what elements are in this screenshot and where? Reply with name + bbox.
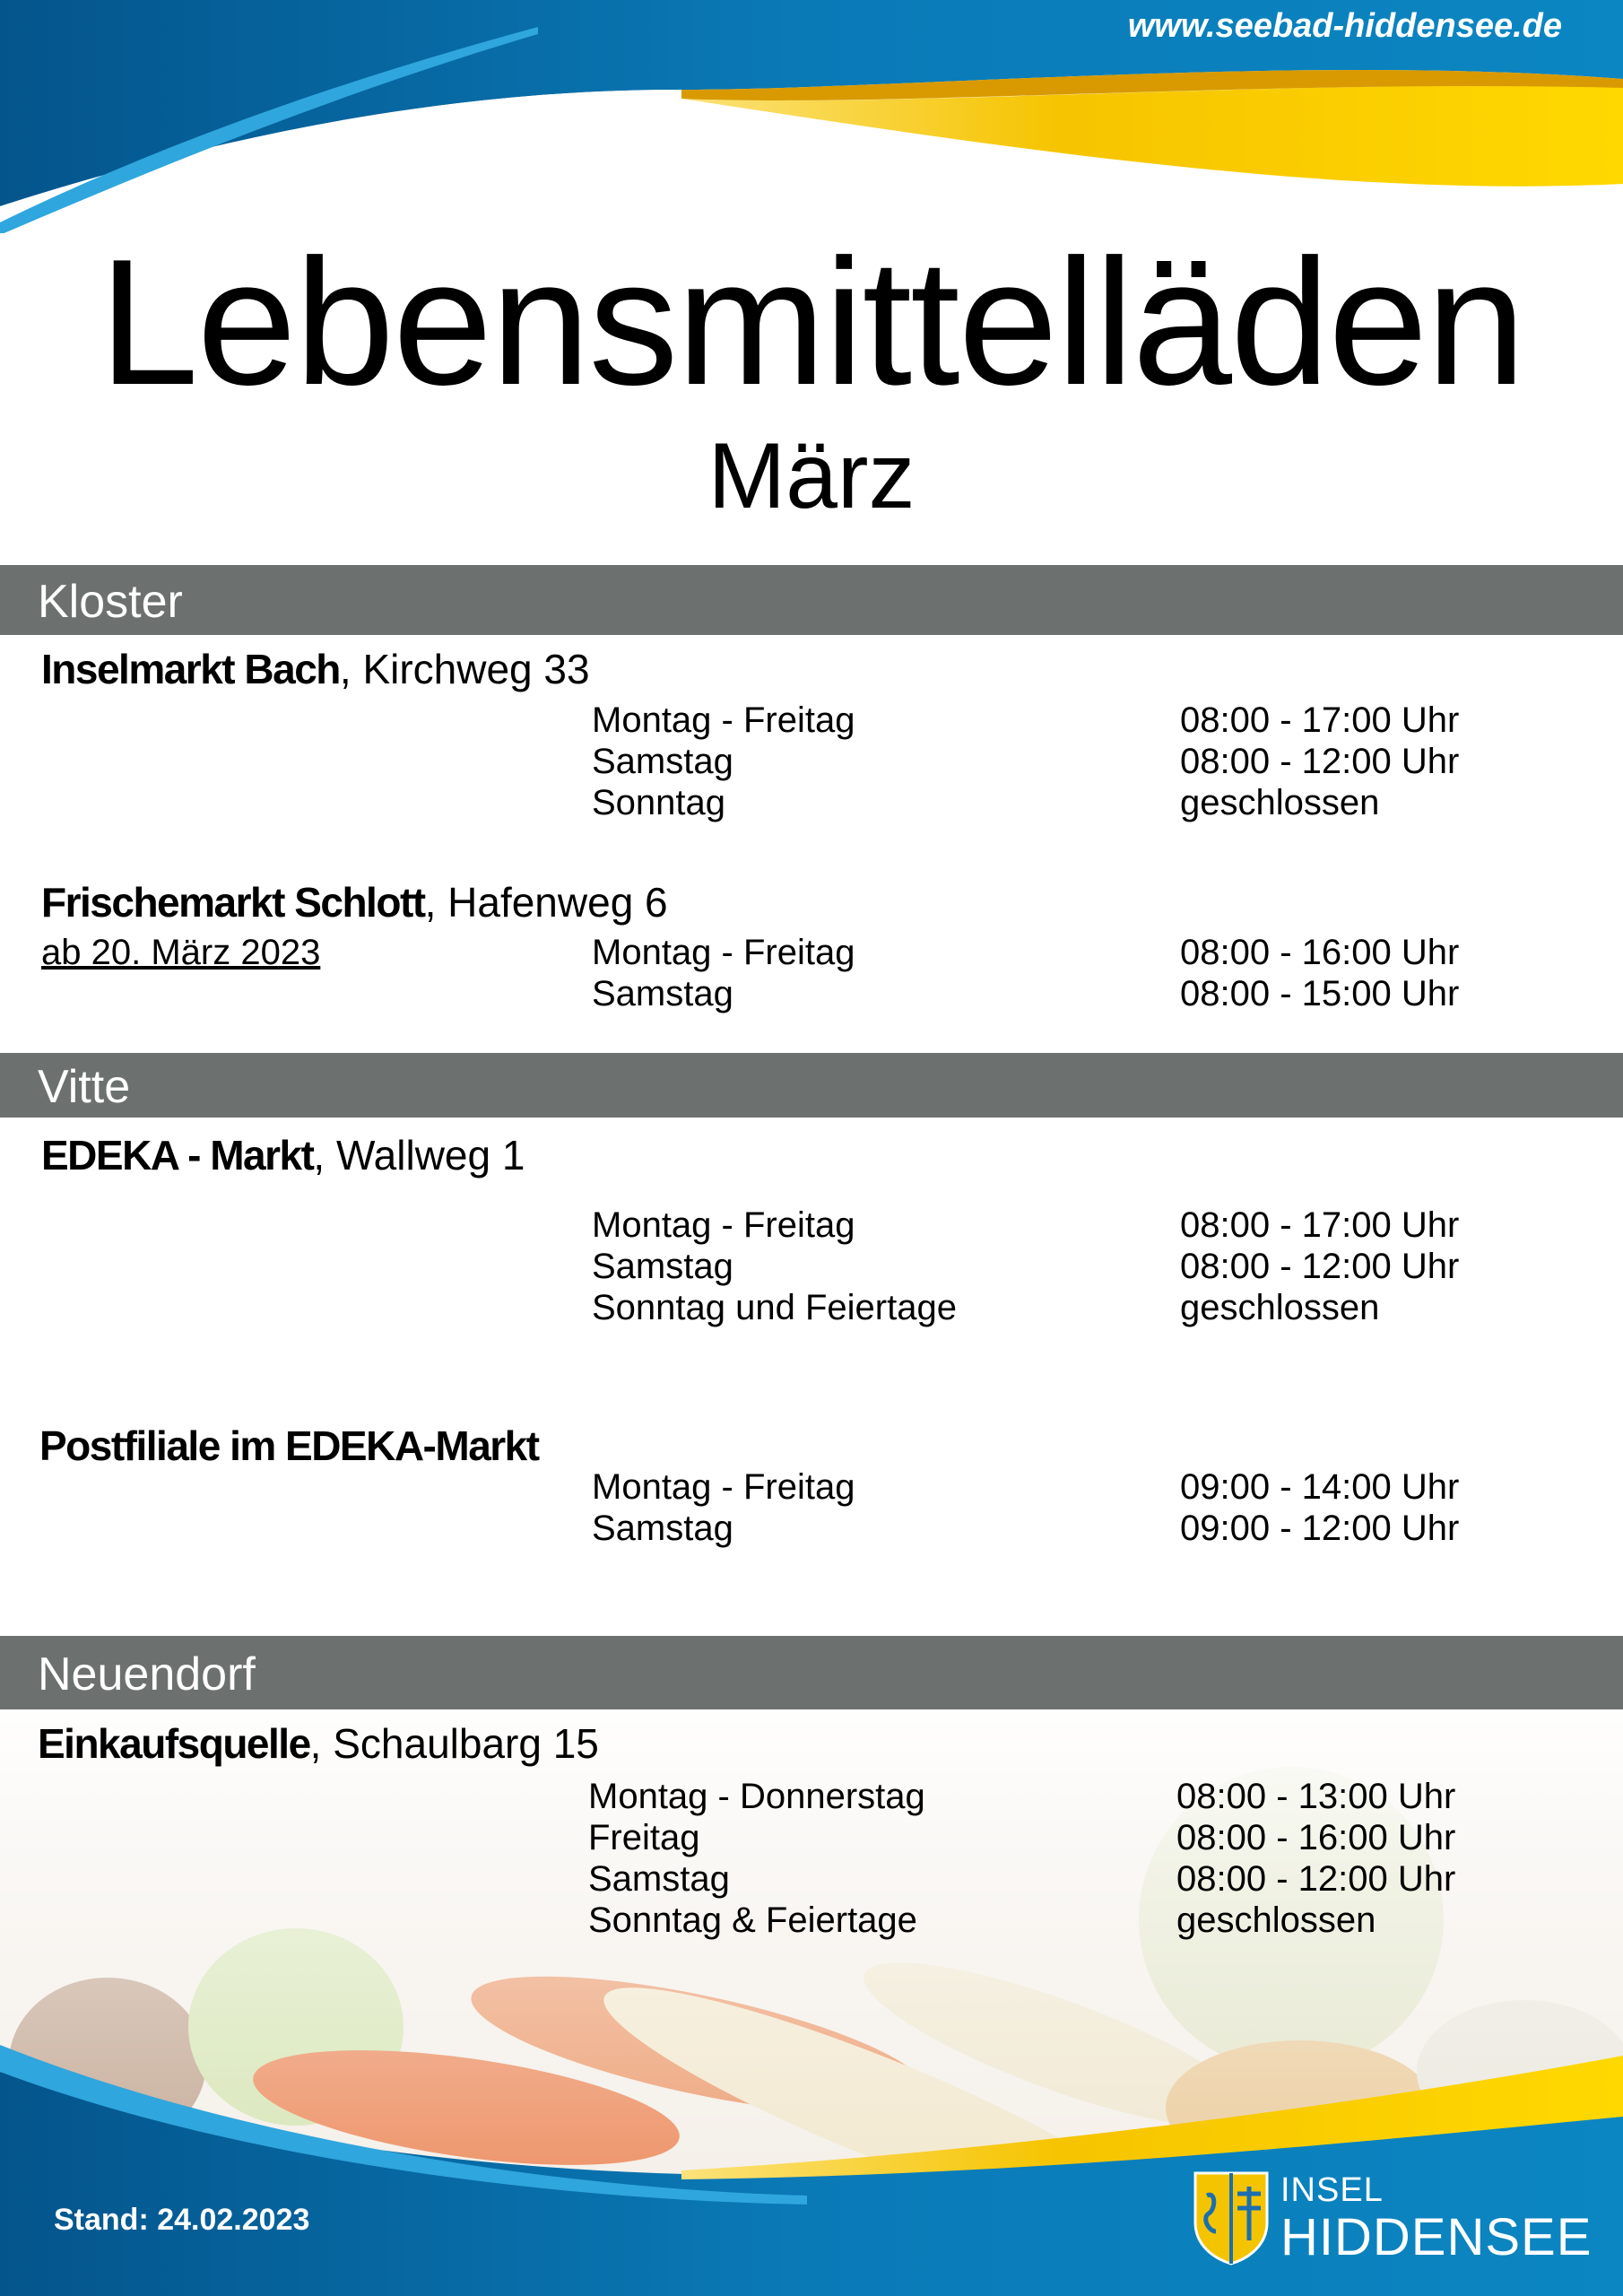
hours-time: 09:00 - 14:00 Uhr	[1180, 1467, 1460, 1507]
store-note: ab 20. März 2023	[41, 933, 321, 972]
hours-time: 08:00 - 16:00 Uhr	[1176, 1818, 1456, 1857]
hours-time: 08:00 - 12:00 Uhr	[1176, 1859, 1456, 1899]
hours-time: 09:00 - 12:00 Uhr	[1180, 1509, 1460, 1548]
store-title: Frischemarkt Schlott, Hafenweg 6	[41, 879, 668, 926]
hours-time: 08:00 - 16:00 Uhr	[1180, 933, 1460, 972]
hours-time: 08:00 - 15:00 Uhr	[1180, 974, 1460, 1013]
hours-day: Samstag	[592, 1509, 733, 1548]
coat-of-arms-icon	[1191, 2169, 1271, 2267]
hours-day: Samstag	[592, 974, 733, 1013]
hours-day: Freitag	[588, 1818, 700, 1857]
hours-time: 08:00 - 12:00 Uhr	[1180, 742, 1460, 781]
hours-day: Montag - Freitag	[592, 1467, 855, 1507]
stand-date: Stand: 24.02.2023	[54, 2203, 310, 2237]
hours-day: Samstag	[592, 1247, 733, 1286]
hours-time: geschlossen	[1180, 783, 1380, 822]
insel-hiddensee-logo: INSEL HIDDENSEE	[1191, 2169, 1567, 2276]
hours-day: Sonntag & Feiertage	[588, 1900, 917, 1940]
hours-time: geschlossen	[1176, 1900, 1376, 1940]
hours-day: Montag - Freitag	[592, 1205, 855, 1245]
section-header-kloster: Kloster	[0, 565, 1623, 635]
website-url[interactable]: www.seebad-hiddensee.de	[1127, 7, 1562, 45]
store-title: EDEKA - Markt, Wallweg 1	[41, 1132, 525, 1178]
page-subtitle: März	[707, 424, 916, 528]
hours-time: 08:00 - 17:00 Uhr	[1180, 1205, 1460, 1245]
hours-day: Montag - Donnerstag	[588, 1777, 925, 1816]
section-header-neuendorf: Neuendorf	[0, 1636, 1623, 1709]
page-title: Lebensmittelläden	[99, 222, 1524, 422]
hours-day: Sonntag und Feiertage	[592, 1288, 957, 1327]
hours-day: Montag - Freitag	[592, 700, 855, 740]
hours-day: Samstag	[588, 1859, 730, 1899]
hours-time: geschlossen	[1180, 1288, 1380, 1327]
hours-day: Sonntag	[592, 783, 726, 822]
hours-time: 08:00 - 12:00 Uhr	[1180, 1247, 1460, 1286]
section-header-vitte: Vitte	[0, 1053, 1623, 1118]
hours-time: 08:00 - 17:00 Uhr	[1180, 700, 1460, 740]
hours-time: 08:00 - 13:00 Uhr	[1176, 1777, 1456, 1816]
store-title: Inselmarkt Bach, Kirchweg 33	[41, 646, 590, 692]
store-title: Postfiliale im EDEKA-Markt	[39, 1422, 539, 1469]
hours-day: Samstag	[592, 742, 733, 781]
store-title: Einkaufsquelle, Schaulbarg 15	[38, 1720, 599, 1767]
hours-day: Montag - Freitag	[592, 933, 855, 972]
